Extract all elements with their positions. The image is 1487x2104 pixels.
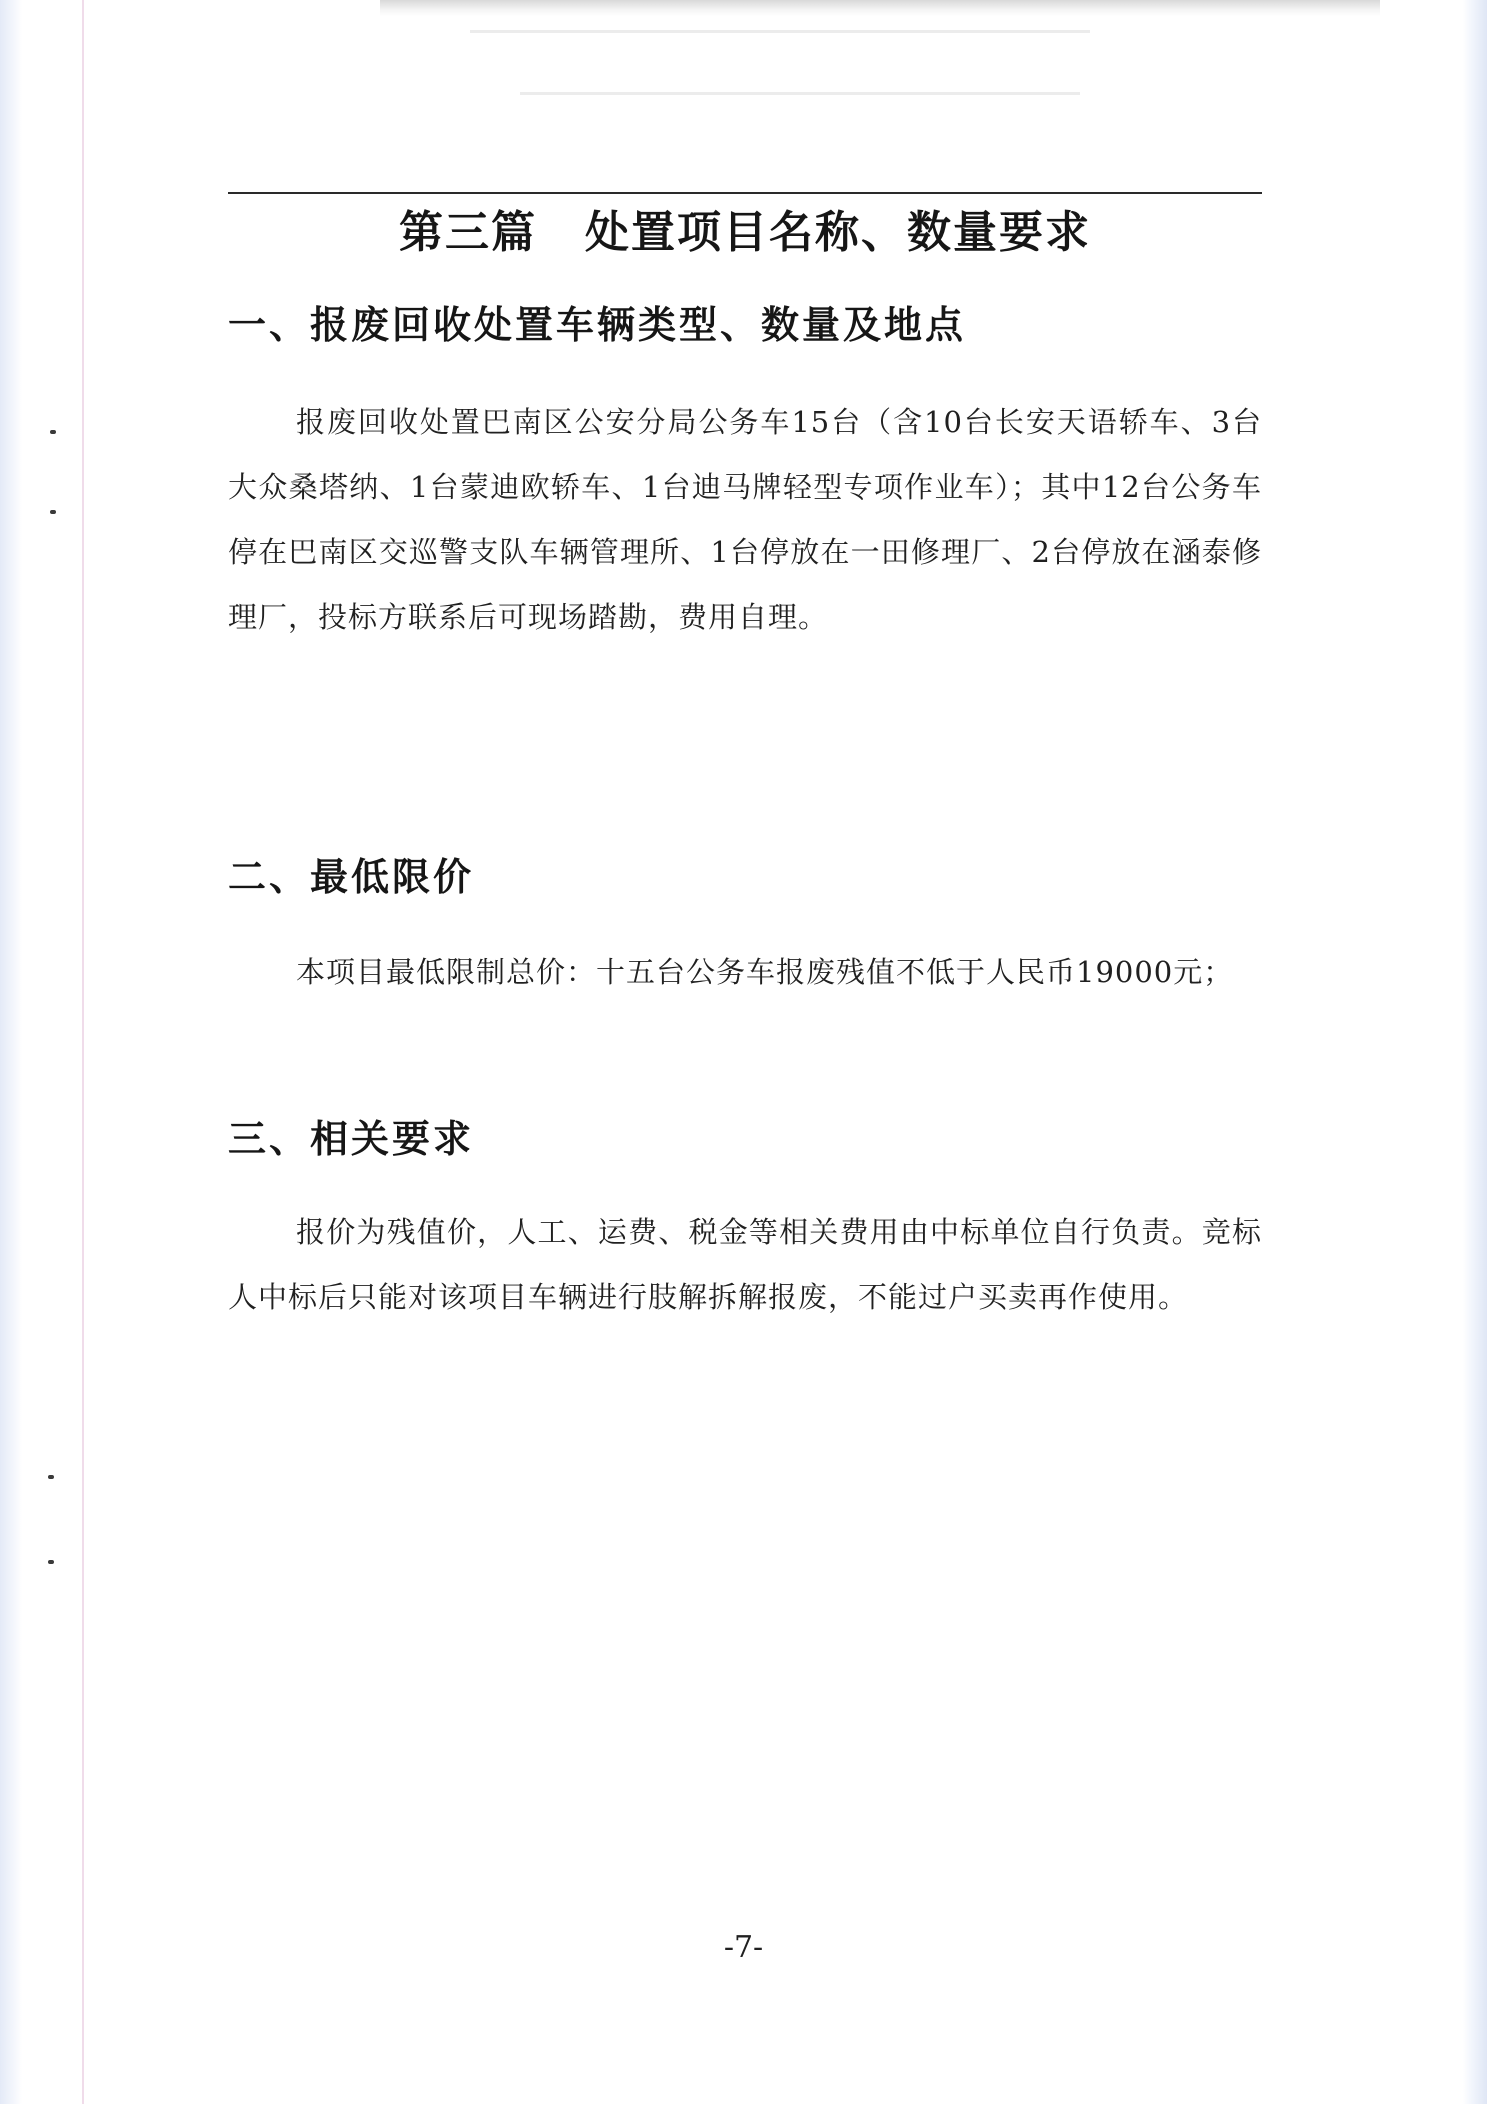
scan-edge-left xyxy=(0,0,22,2104)
title-part-1: 第三篇 xyxy=(399,207,537,258)
section-heading-text: 报废回收处置车辆类型、数量及地点 xyxy=(310,302,967,347)
scan-faint-line xyxy=(520,92,1080,95)
section-heading-3 xyxy=(228,1108,474,1163)
scan-top-shadow xyxy=(380,0,1380,16)
section-heading-text: 最低限价 xyxy=(310,854,475,899)
section-number: 三、 xyxy=(228,1116,311,1161)
page-title xyxy=(228,196,1262,260)
section-body-2: 本项目最低限制总价：十五台公务车报废残值不低于人民币19000元； xyxy=(296,955,1234,989)
scan-fold-line xyxy=(82,0,84,2104)
section-body-1: 报废回收处置巴南区公安分局公务车15台（含10台长安天语轿车、3台大众桑塔纳、1台蒙迪欧轿车、1台迪马牌轻型专项作业车）；其中12台公务车停在巴南区交巡警支队车辆管理所、1台停放在一田修理厂、2台停放在涵泰修理厂，投标方联系后可现场踏勘，费用自理。 xyxy=(228,405,1262,634)
header-rule xyxy=(228,192,1262,194)
page-number: -7- xyxy=(723,1930,764,1965)
title-part-2: 处置项目名称、数量要求 xyxy=(585,207,1091,258)
scan-faint-line xyxy=(470,30,1090,33)
section-number: 二、 xyxy=(228,854,311,899)
scan-dot xyxy=(48,1560,54,1564)
section-heading-2 xyxy=(228,846,474,901)
section-heading-text: 相关要求 xyxy=(310,1116,475,1161)
section-number: 一、 xyxy=(228,302,311,347)
scan-edge-right xyxy=(1463,0,1487,2104)
section-body-3: 报价为残值价，人工、运费、税金等相关费用由中标单位自行负责。竞标人中标后只能对该项目车辆进行肢解拆解报废，不能过户买卖再作使用。 xyxy=(228,1215,1262,1314)
scan-dot xyxy=(50,510,56,514)
scan-dot xyxy=(48,1475,54,1479)
section-heading-1 xyxy=(228,294,966,349)
scan-dot xyxy=(50,430,56,434)
